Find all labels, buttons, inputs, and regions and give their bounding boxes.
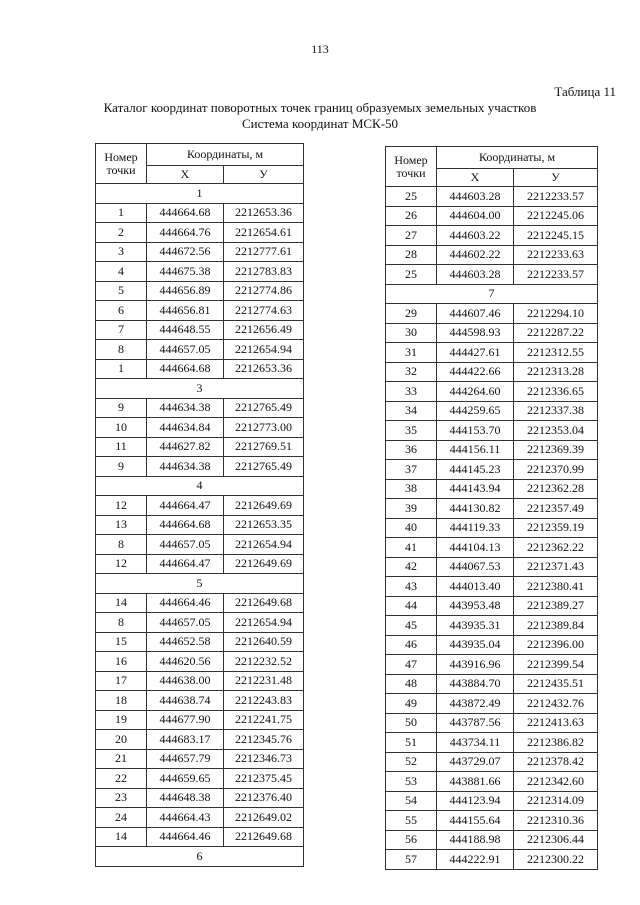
table-row (386, 674, 598, 694)
table-row (386, 265, 598, 285)
y-coordinate-cell: 2212413.63 (514, 713, 598, 733)
point-number-cell: 15 (96, 632, 147, 652)
point-number-cell: 52 (386, 752, 437, 772)
x-coordinate-cell: 444602.22 (437, 245, 514, 265)
table-row (96, 554, 304, 574)
table-row (96, 749, 304, 769)
point-number-cell: 8 (96, 613, 147, 633)
y-coordinate-cell: 2212310.36 (514, 811, 598, 831)
x-coordinate-cell: 444119.33 (437, 518, 514, 538)
table-row (96, 515, 304, 535)
y-coordinate-cell: 2212649.68 (224, 827, 304, 847)
header-point-number: Номер точки (96, 144, 147, 184)
y-coordinate-cell: 2212777.61 (224, 242, 304, 262)
y-coordinate-cell: 2212765.49 (224, 398, 304, 418)
y-coordinate-cell: 2212654.94 (224, 340, 304, 360)
point-number-cell: 2 (96, 223, 147, 243)
y-coordinate-cell: 2212359.19 (514, 518, 598, 538)
table-row (386, 577, 598, 597)
y-coordinate-cell: 2212233.63 (514, 245, 598, 265)
y-coordinate-cell: 2212435.51 (514, 674, 598, 694)
point-number-cell: 37 (386, 460, 437, 480)
x-coordinate-cell: 444607.46 (437, 304, 514, 324)
group-row (96, 574, 304, 594)
table-row (96, 340, 304, 360)
table-row (96, 301, 304, 321)
table-row (96, 632, 304, 652)
table-row (386, 772, 598, 792)
point-number-cell: 35 (386, 421, 437, 441)
table-row (386, 752, 598, 772)
x-coordinate-cell: 444130.82 (437, 499, 514, 519)
header-x: X (147, 166, 224, 184)
y-coordinate-cell: 2212369.39 (514, 440, 598, 460)
x-coordinate-cell: 444659.65 (147, 769, 224, 789)
point-number-cell: 23 (96, 788, 147, 808)
point-number-cell: 49 (386, 694, 437, 714)
table-row (96, 691, 304, 711)
x-coordinate-cell: 444675.38 (147, 262, 224, 282)
point-number-cell: 21 (96, 749, 147, 769)
point-number-cell: 19 (96, 710, 147, 730)
point-number-cell: 24 (96, 808, 147, 828)
table-row (386, 499, 598, 519)
y-coordinate-cell: 2212314.09 (514, 791, 598, 811)
y-coordinate-cell: 2212371.43 (514, 557, 598, 577)
y-coordinate-cell: 2212654.94 (224, 613, 304, 633)
x-coordinate-cell: 444627.82 (147, 437, 224, 457)
x-coordinate-cell: 444664.46 (147, 827, 224, 847)
table-row (96, 613, 304, 633)
table-row (386, 362, 598, 382)
group-label: 3 (96, 379, 304, 399)
y-coordinate-cell: 2212312.55 (514, 343, 598, 363)
table-row (96, 769, 304, 789)
table-row (386, 811, 598, 831)
table-row (96, 671, 304, 691)
point-number-cell: 43 (386, 577, 437, 597)
table-row (96, 223, 304, 243)
group-label: 1 (96, 184, 304, 204)
table-row (96, 535, 304, 555)
y-coordinate-cell: 2212336.65 (514, 382, 598, 402)
y-coordinate-cell: 2212353.04 (514, 421, 598, 441)
header-coordinates: Координаты, м (437, 147, 598, 169)
table-row (386, 713, 598, 733)
y-coordinate-cell: 2212243.83 (224, 691, 304, 711)
point-number-cell: 5 (96, 281, 147, 301)
x-coordinate-cell: 444638.74 (147, 691, 224, 711)
x-coordinate-cell: 443872.49 (437, 694, 514, 714)
x-coordinate-cell: 444634.38 (147, 398, 224, 418)
table-row (96, 457, 304, 477)
x-coordinate-cell: 444620.56 (147, 652, 224, 672)
table-row (96, 281, 304, 301)
point-number-cell: 1 (96, 203, 147, 223)
point-number-cell: 30 (386, 323, 437, 343)
y-coordinate-cell: 2212653.35 (224, 515, 304, 535)
table-row (96, 496, 304, 516)
x-coordinate-cell: 444652.58 (147, 632, 224, 652)
point-number-cell: 3 (96, 242, 147, 262)
group-row (96, 847, 304, 867)
y-coordinate-cell: 2212232.52 (224, 652, 304, 672)
x-coordinate-cell: 444664.76 (147, 223, 224, 243)
point-number-cell: 32 (386, 362, 437, 382)
x-coordinate-cell: 444664.47 (147, 554, 224, 574)
x-coordinate-cell: 444648.38 (147, 788, 224, 808)
table-row (386, 850, 598, 870)
y-coordinate-cell: 2212241.75 (224, 710, 304, 730)
y-coordinate-cell: 2212773.00 (224, 418, 304, 438)
table-row (386, 791, 598, 811)
table-row (386, 557, 598, 577)
point-number-cell: 16 (96, 652, 147, 672)
coordinates-table-left (95, 143, 304, 867)
y-coordinate-cell: 2212233.57 (514, 187, 598, 207)
y-coordinate-cell: 2212375.45 (224, 769, 304, 789)
header-coordinates: Координаты, м (147, 144, 304, 166)
y-coordinate-cell: 2212783.83 (224, 262, 304, 282)
y-coordinate-cell: 2212432.76 (514, 694, 598, 714)
y-coordinate-cell: 2212378.42 (514, 752, 598, 772)
x-coordinate-cell: 444634.38 (147, 457, 224, 477)
point-number-cell: 18 (96, 691, 147, 711)
title-line-2: Система координат МСК-50 (241, 116, 399, 131)
x-coordinate-cell: 444145.23 (437, 460, 514, 480)
point-number-cell: 26 (386, 206, 437, 226)
point-number-cell: 55 (386, 811, 437, 831)
x-coordinate-cell: 444188.98 (437, 830, 514, 850)
point-number-cell: 56 (386, 830, 437, 850)
table-title (0, 100, 640, 132)
x-coordinate-cell: 444657.05 (147, 613, 224, 633)
y-coordinate-cell: 2212357.49 (514, 499, 598, 519)
x-coordinate-cell: 444427.61 (437, 343, 514, 363)
table-row (96, 710, 304, 730)
point-number-cell: 13 (96, 515, 147, 535)
header-point-number: Номер точки (386, 147, 437, 187)
x-coordinate-cell: 444664.43 (147, 808, 224, 828)
y-coordinate-cell: 2212362.28 (514, 479, 598, 499)
y-coordinate-cell: 2212362.22 (514, 538, 598, 558)
x-coordinate-cell: 444657.05 (147, 535, 224, 555)
y-coordinate-cell: 2212337.38 (514, 401, 598, 421)
x-coordinate-cell: 444664.68 (147, 359, 224, 379)
table-row (386, 596, 598, 616)
point-number-cell: 36 (386, 440, 437, 460)
y-coordinate-cell: 2212654.61 (224, 223, 304, 243)
coordinates-table-right (385, 146, 598, 870)
table-row (96, 437, 304, 457)
point-number-cell: 53 (386, 772, 437, 792)
y-coordinate-cell: 2212649.68 (224, 593, 304, 613)
point-number-cell: 8 (96, 340, 147, 360)
table-label: Таблица 11 (554, 84, 616, 99)
table-row (96, 203, 304, 223)
x-coordinate-cell: 443884.70 (437, 674, 514, 694)
table-row (386, 733, 598, 753)
point-number-cell: 22 (96, 769, 147, 789)
point-number-cell: 7 (96, 320, 147, 340)
header-y: У (224, 166, 304, 184)
table-row (386, 382, 598, 402)
y-coordinate-cell: 2212396.00 (514, 635, 598, 655)
x-coordinate-cell: 444664.47 (147, 496, 224, 516)
table-row (386, 830, 598, 850)
x-coordinate-cell: 444664.46 (147, 593, 224, 613)
point-number-cell: 20 (96, 730, 147, 750)
x-coordinate-cell: 444264.60 (437, 382, 514, 402)
x-coordinate-cell: 443953.48 (437, 596, 514, 616)
y-coordinate-cell: 2212287.22 (514, 323, 598, 343)
table-row (386, 538, 598, 558)
table-row (96, 652, 304, 672)
x-coordinate-cell: 444104.13 (437, 538, 514, 558)
x-coordinate-cell: 444143.94 (437, 479, 514, 499)
table-row (96, 242, 304, 262)
point-number-cell: 14 (96, 827, 147, 847)
point-number-cell: 34 (386, 401, 437, 421)
x-coordinate-cell: 443916.96 (437, 655, 514, 675)
x-coordinate-cell: 444013.40 (437, 577, 514, 597)
group-label: 4 (96, 476, 304, 496)
point-number-cell: 57 (386, 850, 437, 870)
y-coordinate-cell: 2212649.02 (224, 808, 304, 828)
table-row (96, 418, 304, 438)
group-row (96, 476, 304, 496)
point-number-cell: 12 (96, 554, 147, 574)
y-coordinate-cell: 2212313.28 (514, 362, 598, 382)
table-row (386, 401, 598, 421)
table-row (96, 359, 304, 379)
y-coordinate-cell: 2212306.44 (514, 830, 598, 850)
table-row (386, 518, 598, 538)
y-coordinate-cell: 2212300.22 (514, 850, 598, 870)
table-row (386, 187, 598, 207)
x-coordinate-cell: 444067.53 (437, 557, 514, 577)
point-number-cell: 54 (386, 791, 437, 811)
table-row (96, 788, 304, 808)
y-coordinate-cell: 2212389.27 (514, 596, 598, 616)
group-label: 7 (386, 284, 598, 304)
x-coordinate-cell: 444604.00 (437, 206, 514, 226)
point-number-cell: 38 (386, 479, 437, 499)
y-coordinate-cell: 2212654.94 (224, 535, 304, 555)
x-coordinate-cell: 443935.31 (437, 616, 514, 636)
y-coordinate-cell: 2212342.60 (514, 772, 598, 792)
x-coordinate-cell: 444664.68 (147, 515, 224, 535)
point-number-cell: 44 (386, 596, 437, 616)
x-coordinate-cell: 444638.00 (147, 671, 224, 691)
y-coordinate-cell: 2212376.40 (224, 788, 304, 808)
table-row (386, 655, 598, 675)
table-row (386, 616, 598, 636)
point-number-cell: 9 (96, 398, 147, 418)
y-coordinate-cell: 2212774.86 (224, 281, 304, 301)
x-coordinate-cell: 444677.90 (147, 710, 224, 730)
x-coordinate-cell: 444156.11 (437, 440, 514, 460)
point-number-cell: 29 (386, 304, 437, 324)
y-coordinate-cell: 2212345.76 (224, 730, 304, 750)
y-coordinate-cell: 2212233.57 (514, 265, 598, 285)
point-number-cell: 51 (386, 733, 437, 753)
x-coordinate-cell: 444153.70 (437, 421, 514, 441)
y-coordinate-cell: 2212653.36 (224, 359, 304, 379)
point-number-cell: 28 (386, 245, 437, 265)
x-coordinate-cell: 443729.07 (437, 752, 514, 772)
point-number-cell: 8 (96, 535, 147, 555)
x-coordinate-cell: 444656.89 (147, 281, 224, 301)
y-coordinate-cell: 2212653.36 (224, 203, 304, 223)
point-number-cell: 27 (386, 226, 437, 246)
y-coordinate-cell: 2212649.69 (224, 554, 304, 574)
table-row (386, 421, 598, 441)
y-coordinate-cell: 2212380.41 (514, 577, 598, 597)
table-row (386, 245, 598, 265)
y-coordinate-cell: 2212346.73 (224, 749, 304, 769)
x-coordinate-cell: 444603.22 (437, 226, 514, 246)
table-row (386, 479, 598, 499)
point-number-cell: 31 (386, 343, 437, 363)
x-coordinate-cell: 444634.84 (147, 418, 224, 438)
point-number-cell: 42 (386, 557, 437, 577)
title-line-1: Каталог координат поворотных точек границ образуемых земельных участков (103, 100, 537, 115)
y-coordinate-cell: 2212640.59 (224, 632, 304, 652)
x-coordinate-cell: 444656.81 (147, 301, 224, 321)
table-row (96, 730, 304, 750)
x-coordinate-cell: 443787.56 (437, 713, 514, 733)
x-coordinate-cell: 444422.66 (437, 362, 514, 382)
y-coordinate-cell: 2212386.82 (514, 733, 598, 753)
y-coordinate-cell: 2212389.84 (514, 616, 598, 636)
y-coordinate-cell: 2212245.15 (514, 226, 598, 246)
x-coordinate-cell: 444664.68 (147, 203, 224, 223)
x-coordinate-cell: 443935.04 (437, 635, 514, 655)
table-row (386, 323, 598, 343)
table-row (96, 827, 304, 847)
x-coordinate-cell: 444683.17 (147, 730, 224, 750)
point-number-cell: 47 (386, 655, 437, 675)
y-coordinate-cell: 2212656.49 (224, 320, 304, 340)
table-row (386, 694, 598, 714)
x-coordinate-cell: 444598.93 (437, 323, 514, 343)
group-row (386, 284, 598, 304)
y-coordinate-cell: 2212774.63 (224, 301, 304, 321)
point-number-cell: 46 (386, 635, 437, 655)
point-number-cell: 14 (96, 593, 147, 613)
table-row (96, 808, 304, 828)
x-coordinate-cell: 444155.64 (437, 811, 514, 831)
point-number-cell: 10 (96, 418, 147, 438)
group-label: 6 (96, 847, 304, 867)
table-row (386, 206, 598, 226)
y-coordinate-cell: 2212294.10 (514, 304, 598, 324)
x-coordinate-cell: 444222.91 (437, 850, 514, 870)
point-number-cell: 39 (386, 499, 437, 519)
x-coordinate-cell: 444603.28 (437, 187, 514, 207)
point-number-cell: 12 (96, 496, 147, 516)
point-number-cell: 6 (96, 301, 147, 321)
table-row (96, 262, 304, 282)
header-y: У (514, 169, 598, 187)
point-number-cell: 25 (386, 187, 437, 207)
y-coordinate-cell: 2212245.06 (514, 206, 598, 226)
point-number-cell: 4 (96, 262, 147, 282)
page-number: 113 (311, 42, 329, 56)
x-coordinate-cell: 444657.79 (147, 749, 224, 769)
table-row (386, 343, 598, 363)
table-row (386, 226, 598, 246)
table-row (96, 320, 304, 340)
x-coordinate-cell: 443734.11 (437, 733, 514, 753)
x-coordinate-cell: 444672.56 (147, 242, 224, 262)
y-coordinate-cell: 2212370.99 (514, 460, 598, 480)
point-number-cell: 40 (386, 518, 437, 538)
point-number-cell: 48 (386, 674, 437, 694)
group-row (96, 184, 304, 204)
y-coordinate-cell: 2212399.54 (514, 655, 598, 675)
group-label: 5 (96, 574, 304, 594)
point-number-cell: 41 (386, 538, 437, 558)
point-number-cell: 17 (96, 671, 147, 691)
y-coordinate-cell: 2212769.51 (224, 437, 304, 457)
y-coordinate-cell: 2212649.69 (224, 496, 304, 516)
point-number-cell: 11 (96, 437, 147, 457)
point-number-cell: 45 (386, 616, 437, 636)
group-row (96, 379, 304, 399)
table-row (386, 460, 598, 480)
x-coordinate-cell: 443881.66 (437, 772, 514, 792)
x-coordinate-cell: 444123.94 (437, 791, 514, 811)
table-row (96, 593, 304, 613)
x-coordinate-cell: 444657.05 (147, 340, 224, 360)
table-row (386, 635, 598, 655)
x-coordinate-cell: 444648.55 (147, 320, 224, 340)
x-coordinate-cell: 444259.65 (437, 401, 514, 421)
x-coordinate-cell: 444603.28 (437, 265, 514, 285)
y-coordinate-cell: 2212765.49 (224, 457, 304, 477)
table-row (386, 440, 598, 460)
header-x: X (437, 169, 514, 187)
y-coordinate-cell: 2212231.48 (224, 671, 304, 691)
point-number-cell: 50 (386, 713, 437, 733)
point-number-cell: 9 (96, 457, 147, 477)
table-row (96, 398, 304, 418)
point-number-cell: 25 (386, 265, 437, 285)
table-row (386, 304, 598, 324)
point-number-cell: 1 (96, 359, 147, 379)
point-number-cell: 33 (386, 382, 437, 402)
